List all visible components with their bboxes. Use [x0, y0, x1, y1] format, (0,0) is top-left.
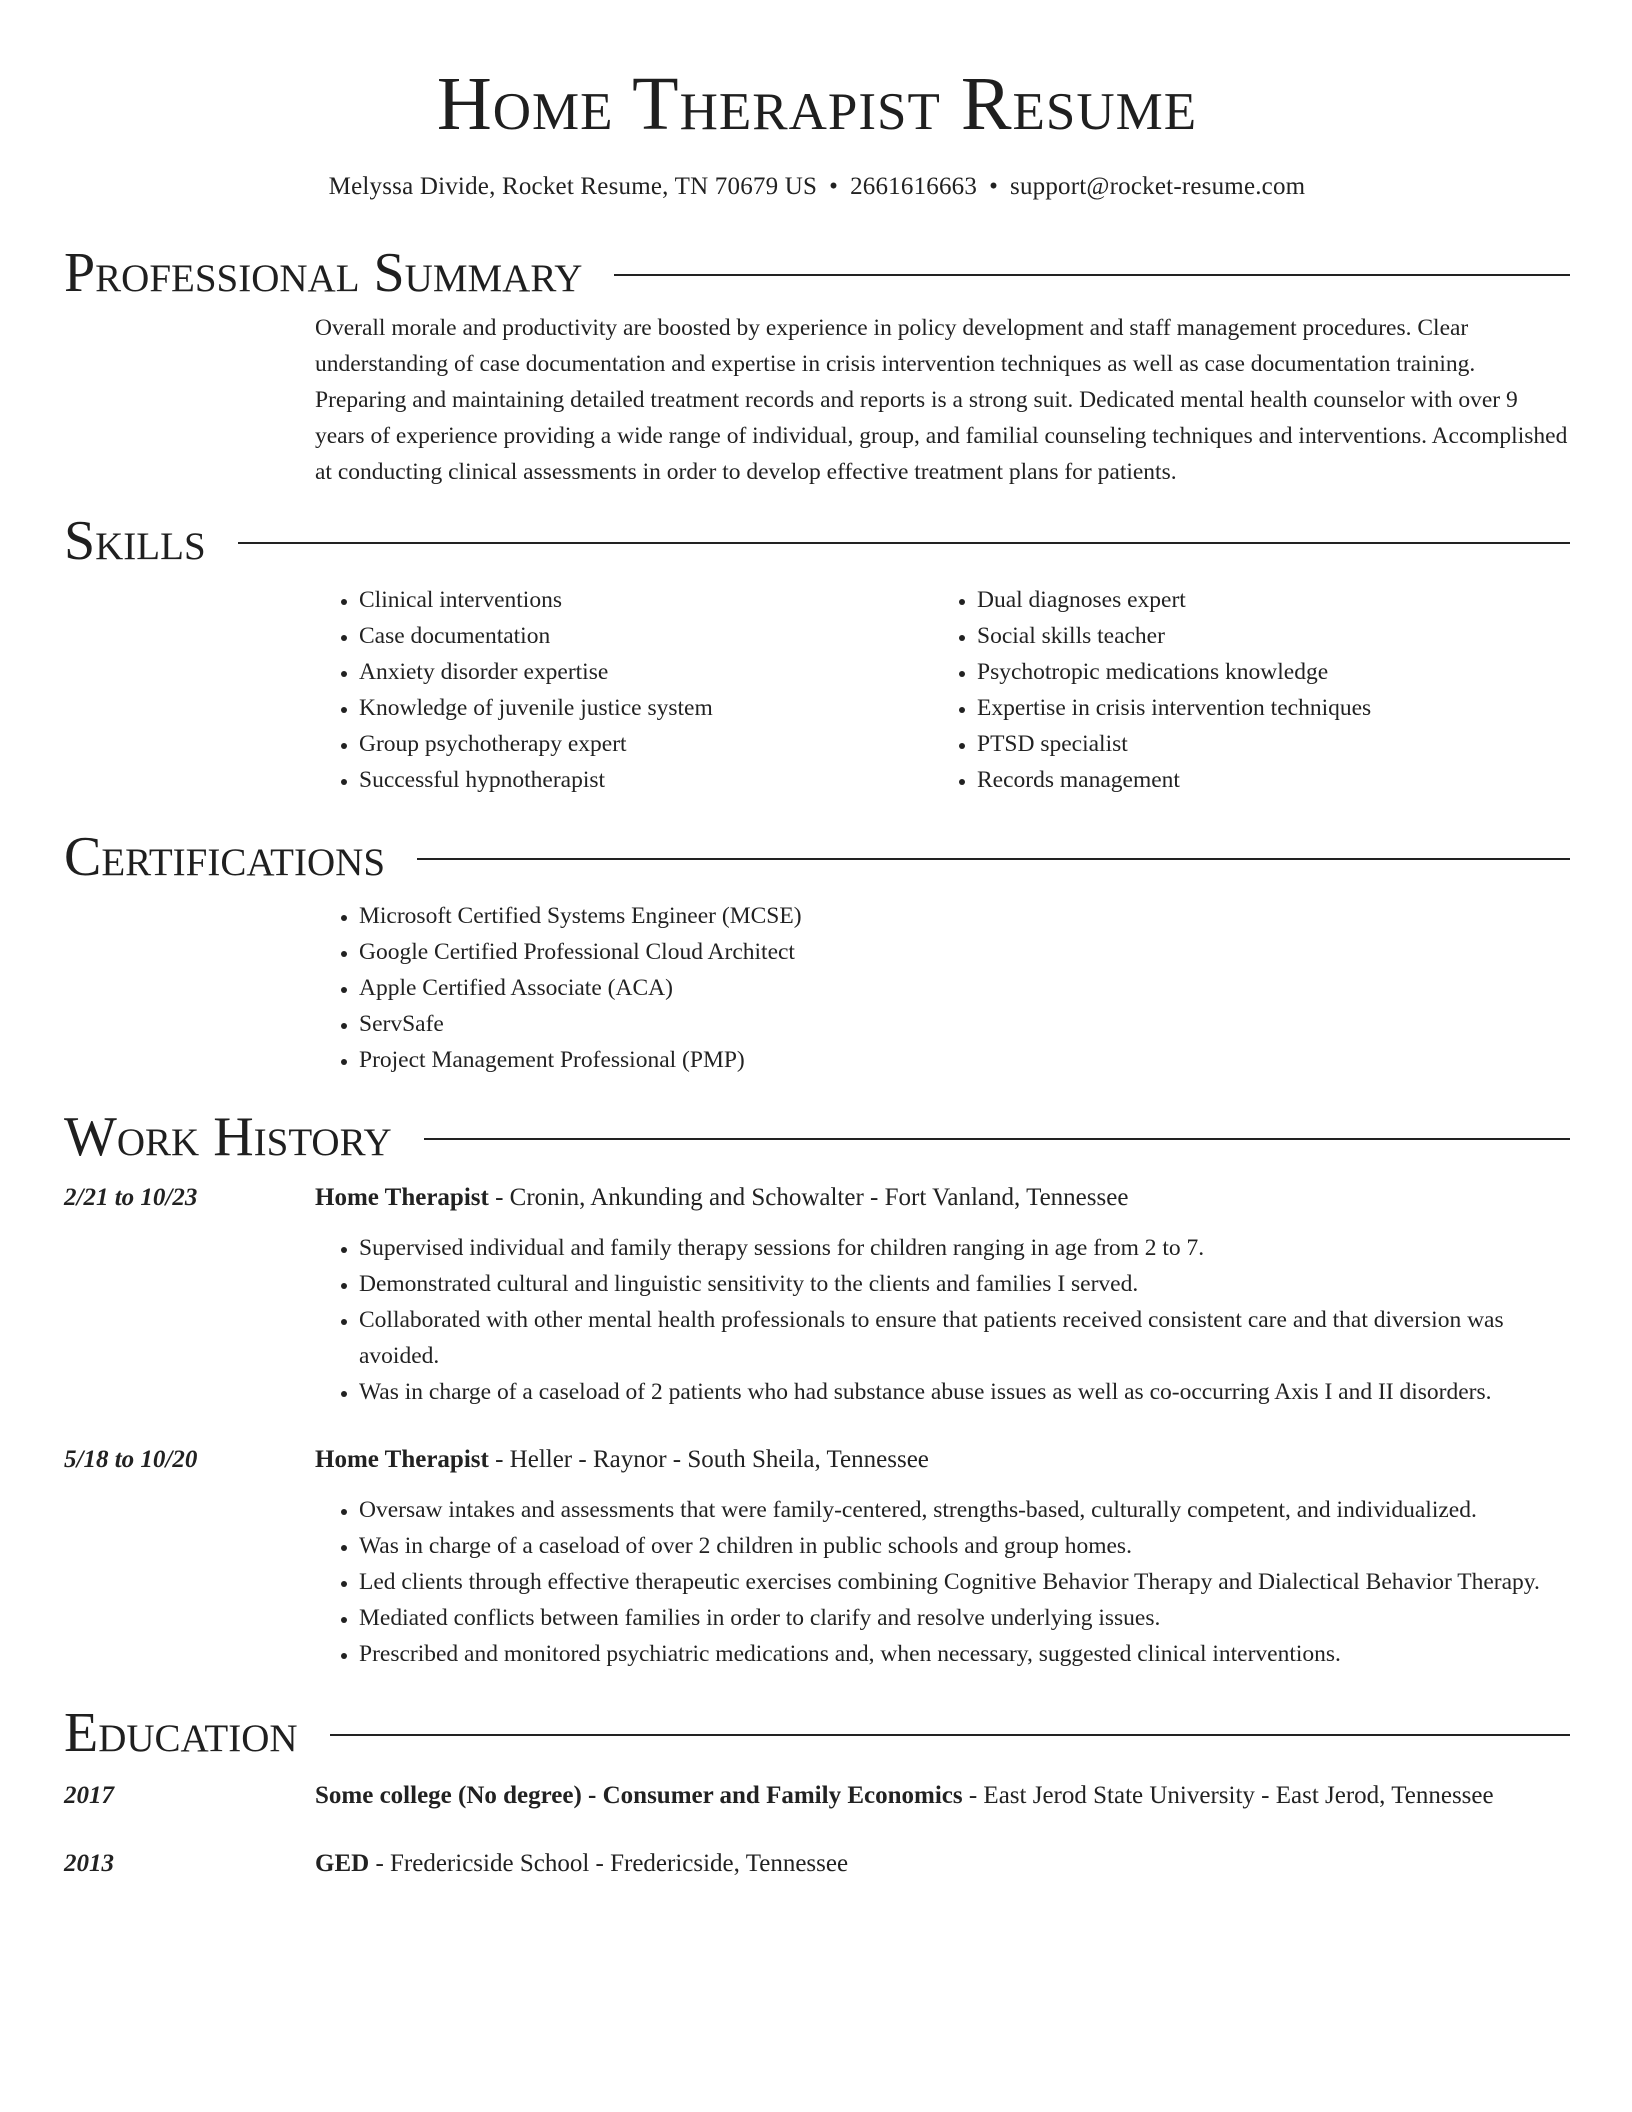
job-heading [315, 1178, 1570, 1218]
job-bullet: • Prescribed and monitored psychiatric medications and, when necessary, suggested clinical interventions. [359, 1636, 1570, 1672]
education-detail: - Fredericside School - Fredericside, Tennessee [369, 1850, 849, 1877]
education-entry [64, 1776, 1570, 1816]
job-title: Home Therapist [315, 1446, 489, 1473]
section-header-education [64, 1698, 1570, 1768]
certifications-block [315, 898, 1570, 1078]
contact-separator: • [989, 173, 999, 200]
skills-list-left [315, 582, 933, 798]
certification-item: • Apple Certified Associate (ACA) [359, 970, 1570, 1006]
job-bullet: • Mediated conflicts between families in order to clarify and resolve underlying issues. [359, 1600, 1570, 1636]
education-entry [64, 1844, 1570, 1884]
section-title-work-history: Work History [64, 1106, 392, 1168]
resume-title: Home Therapist Resume [436, 62, 1198, 146]
contact-separator: • [829, 173, 839, 200]
job-bullets [315, 1230, 1570, 1410]
job-bullet: • Was in charge of a caseload of 2 patients who had substance abuse issues as well as co-occurring Axis I and II disorders. [359, 1374, 1570, 1410]
education-body [315, 1844, 1570, 1884]
job-title: Home Therapist [315, 1184, 489, 1211]
job-bullets [315, 1492, 1570, 1672]
skills-list-right [933, 582, 1570, 798]
skill-item: • Clinical interventions [359, 582, 933, 618]
education-year: 2013 [64, 1850, 114, 1877]
education-body [315, 1776, 1570, 1816]
section-title-summary: Professional Summary [64, 242, 583, 304]
section-title-skills: Skills [64, 510, 206, 572]
skill-item: • Dual diagnoses expert [977, 582, 1570, 618]
skill-item: • Psychotropic medications knowledge [977, 654, 1570, 690]
skill-item: • Expertise in crisis intervention techniques [977, 690, 1570, 726]
certification-item: • Microsoft Certified Systems Engineer (MCSE) [359, 898, 1570, 934]
job-bullet: • Collaborated with other mental health professionals to ensure that patients received consistent care and that diversion was avoided. [359, 1302, 1570, 1374]
skill-item: • Group psychotherapy expert [359, 726, 933, 762]
job-entry [64, 1178, 1570, 1410]
contact-phone: 2661616663 [850, 173, 978, 200]
education-degree: GED [315, 1850, 370, 1877]
job-detail: - Heller - Raynor - South Sheila, Tennessee [488, 1446, 929, 1473]
job-body [315, 1178, 1570, 1410]
section-header-skills [64, 506, 1570, 576]
certification-item: • Google Certified Professional Cloud Architect [359, 934, 1570, 970]
skill-item: • Case documentation [359, 618, 933, 654]
job-detail: - Cronin, Ankunding and Schowalter - Fort Vanland, Tennessee [488, 1184, 1129, 1211]
certification-item: • Project Management Professional (PMP) [359, 1042, 1570, 1078]
certification-item: • ServSafe [359, 1006, 1570, 1042]
job-entry [64, 1440, 1570, 1672]
job-dates: 5/18 to 10/20 [64, 1446, 198, 1473]
section-header-work-history [64, 1102, 1570, 1172]
job-bullet: • Demonstrated cultural and linguistic sensitivity to the clients and families I served. [359, 1266, 1570, 1302]
skill-item: • Successful hypnotherapist [359, 762, 933, 798]
education-degree: Some college (No degree) - Consumer and Family Economics [315, 1782, 963, 1809]
job-bullet: • Was in charge of a caseload of over 2 children in public schools and group homes. [359, 1528, 1570, 1564]
resume-page [64, 0, 1570, 1884]
summary-text: Overall morale and productivity are boosted by experience in policy development and staff management procedures. Clear understanding of case documentation and expertise in crisis intervention techniques as well as case documentation training. Preparing and maintaining detailed treatment records and reports is a strong suit. Dedicated mental health counselor with over 9 years of experience providing a wide range of individual, group, and familial counseling techniques and interventions. Accomplished at conducting clinical assessments in order to develop effective treatment plans for patients. [315, 315, 1568, 485]
skills-block [315, 582, 1570, 798]
job-dates: 2/21 to 10/23 [64, 1184, 198, 1211]
skill-item: • Anxiety disorder expertise [359, 654, 933, 690]
skill-item: • Records management [977, 762, 1570, 798]
education-year: 2017 [64, 1782, 114, 1809]
contact-address: Melyssa Divide, Rocket Resume, TN 70679 US [328, 173, 818, 200]
section-header-certifications [64, 822, 1570, 892]
skill-item: • Social skills teacher [977, 618, 1570, 654]
section-title-certifications: Certifications [64, 826, 386, 888]
contact-email: support@rocket-resume.com [1010, 173, 1306, 200]
job-bullet: • Oversaw intakes and assessments that were family-centered, strengths-based, culturally competent, and individualized. [359, 1492, 1570, 1528]
summary-block [315, 310, 1570, 490]
section-divider [424, 1138, 1570, 1140]
section-title-education: Education [64, 1702, 298, 1764]
job-heading [315, 1440, 1570, 1480]
section-divider [238, 542, 1570, 544]
section-divider [614, 274, 1570, 276]
job-body [315, 1440, 1570, 1672]
job-bullet: • Led clients through effective therapeutic exercises combining Cognitive Behavior Therapy and Dialectical Behavior Therapy. [359, 1564, 1570, 1600]
skill-item: • PTSD specialist [977, 726, 1570, 762]
section-header-summary [64, 238, 1570, 308]
contact-line [64, 170, 1570, 204]
skill-item: • Knowledge of juvenile justice system [359, 690, 933, 726]
section-divider [330, 1734, 1570, 1736]
job-bullet: • Supervised individual and family therapy sessions for children ranging in age from 2 to 7. [359, 1230, 1570, 1266]
section-divider [417, 858, 1570, 860]
education-detail: - East Jerod State University - East Jerod, Tennessee [962, 1782, 1494, 1809]
certifications-list [315, 898, 1570, 1078]
